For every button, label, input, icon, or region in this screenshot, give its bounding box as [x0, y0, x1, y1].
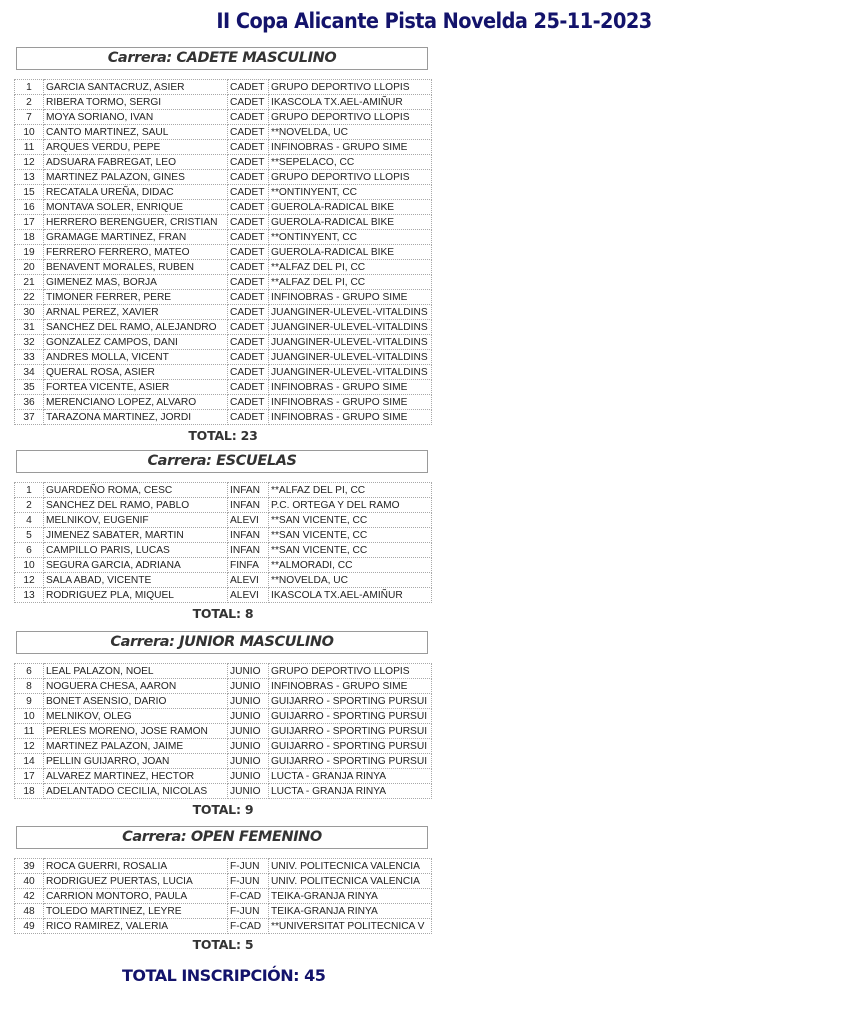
race-section-cadete-masculino	[14, 47, 434, 443]
entry-row	[15, 110, 432, 125]
category: JUNIO	[228, 709, 269, 724]
category: CADET	[228, 260, 269, 275]
rider-name: RICO RAMIREZ, VALERIA	[44, 919, 228, 934]
team-name: INFINOBRAS - GRUPO SIME	[269, 395, 432, 410]
bib-number: 6	[15, 664, 44, 679]
team-name: GUIJARRO - SPORTING PURSUI	[269, 694, 432, 709]
team-name: GUEROLA-RADICAL BIKE	[269, 245, 432, 260]
bib-number: 1	[15, 483, 44, 498]
rider-name: MERENCIANO LOPEZ, ALVARO	[44, 395, 228, 410]
category: FINFA	[228, 558, 269, 573]
bib-number: 13	[15, 170, 44, 185]
category: CADET	[228, 365, 269, 380]
rider-name: PELLIN GUIJARRO, JOAN	[44, 754, 228, 769]
bib-number: 42	[15, 889, 44, 904]
entry-row	[15, 185, 432, 200]
rider-name: MELNIKOV, EUGENIF	[44, 513, 228, 528]
entry-row	[15, 889, 432, 904]
entry-row	[15, 200, 432, 215]
rider-name: PERLES MORENO, JOSE RAMON	[44, 724, 228, 739]
rider-name: BENAVENT MORALES, RUBEN	[44, 260, 228, 275]
bib-number: 12	[15, 573, 44, 588]
category: F-CAD	[228, 919, 269, 934]
entry-row	[15, 513, 432, 528]
bib-number: 17	[15, 215, 44, 230]
team-name: **SAN VICENTE, CC	[269, 513, 432, 528]
category: ALEVI	[228, 588, 269, 603]
rider-name: SANCHEZ DEL RAMO, PABLO	[44, 498, 228, 513]
team-name: LUCTA - GRANJA RINYA	[269, 769, 432, 784]
entry-row	[15, 125, 432, 140]
bib-number: 20	[15, 260, 44, 275]
category: JUNIO	[228, 664, 269, 679]
team-name: GUIJARRO - SPORTING PURSUI	[269, 709, 432, 724]
category: CADET	[228, 140, 269, 155]
race-section-junior-masculino	[14, 631, 434, 817]
category: JUNIO	[228, 769, 269, 784]
category: INFAN	[228, 528, 269, 543]
entry-row	[15, 95, 432, 110]
bib-number: 7	[15, 110, 44, 125]
rider-name: MONTAVA SOLER, ENRIQUE	[44, 200, 228, 215]
category: CADET	[228, 95, 269, 110]
entry-row	[15, 588, 432, 603]
bib-number: 15	[15, 185, 44, 200]
entries-table	[14, 858, 432, 934]
bib-number: 18	[15, 230, 44, 245]
team-name: **ONTINYENT, CC	[269, 230, 432, 245]
entry-row	[15, 573, 432, 588]
race-header: Carrera: CADETE MASCULINO	[16, 47, 428, 70]
rider-name: ROCA GUERRI, ROSALIA	[44, 859, 228, 874]
bib-number: 2	[15, 95, 44, 110]
bib-number: 6	[15, 543, 44, 558]
category: CADET	[228, 80, 269, 95]
rider-name: QUERAL ROSA, ASIER	[44, 365, 228, 380]
bib-number: 31	[15, 320, 44, 335]
rider-name: ALVAREZ MARTINEZ, HECTOR	[44, 769, 228, 784]
team-name: **ALFAZ DEL PI, CC	[269, 260, 432, 275]
bib-number: 34	[15, 365, 44, 380]
team-name: GUIJARRO - SPORTING PURSUI	[269, 724, 432, 739]
bib-number: 33	[15, 350, 44, 365]
team-name: JUANGINER-ULEVEL-VITALDINS	[269, 335, 432, 350]
bib-number: 32	[15, 335, 44, 350]
category: ALEVI	[228, 573, 269, 588]
entry-row	[15, 380, 432, 395]
rider-name: FERRERO FERRERO, MATEO	[44, 245, 228, 260]
team-name: INFINOBRAS - GRUPO SIME	[269, 380, 432, 395]
team-name: LUCTA - GRANJA RINYA	[269, 784, 432, 799]
rider-name: TOLEDO MARTINEZ, LEYRE	[44, 904, 228, 919]
category: JUNIO	[228, 754, 269, 769]
category: CADET	[228, 215, 269, 230]
rider-name: CANTO MARTINEZ, SAUL	[44, 125, 228, 140]
rider-name: NOGUERA CHESA, AARON	[44, 679, 228, 694]
team-name: INFINOBRAS - GRUPO SIME	[269, 679, 432, 694]
bib-number: 40	[15, 874, 44, 889]
team-name: GRUPO DEPORTIVO LLOPIS	[269, 80, 432, 95]
bib-number: 36	[15, 395, 44, 410]
category: CADET	[228, 230, 269, 245]
category: F-JUN	[228, 874, 269, 889]
bib-number: 8	[15, 679, 44, 694]
bib-number: 49	[15, 919, 44, 934]
entry-row	[15, 305, 432, 320]
team-name: GUIJARRO - SPORTING PURSUI	[269, 739, 432, 754]
bib-number: 19	[15, 245, 44, 260]
category: CADET	[228, 200, 269, 215]
entries-table	[14, 79, 432, 425]
rider-name: ANDRES MOLLA, VICENT	[44, 350, 228, 365]
category: CADET	[228, 275, 269, 290]
category: JUNIO	[228, 679, 269, 694]
category: CADET	[228, 305, 269, 320]
entry-row	[15, 724, 432, 739]
document-title: II Copa Alicante Pista Novelda 25-11-2023	[216, 9, 652, 33]
entry-row	[15, 528, 432, 543]
team-name: **UNIVERSITAT POLITECNICA V	[269, 919, 432, 934]
team-name: IKASCOLA TX.AEL-AMIÑUR	[269, 588, 432, 603]
team-name: **ALMORADI, CC	[269, 558, 432, 573]
entry-row	[15, 170, 432, 185]
entry-row	[15, 80, 432, 95]
team-name: **ALFAZ DEL PI, CC	[269, 275, 432, 290]
category: F-JUN	[228, 904, 269, 919]
team-name: INFINOBRAS - GRUPO SIME	[269, 290, 432, 305]
team-name: **NOVELDA, UC	[269, 573, 432, 588]
entries-table	[14, 663, 432, 799]
category: CADET	[228, 110, 269, 125]
category: CADET	[228, 320, 269, 335]
team-name: JUANGINER-ULEVEL-VITALDINS	[269, 320, 432, 335]
bib-number: 10	[15, 558, 44, 573]
entry-row	[15, 709, 432, 724]
category: INFAN	[228, 498, 269, 513]
rider-name: RODRIGUEZ PUERTAS, LUCIA	[44, 874, 228, 889]
rider-name: SALA ABAD, VICENTE	[44, 573, 228, 588]
team-name: TEIKA-GRANJA RINYA	[269, 904, 432, 919]
category: JUNIO	[228, 784, 269, 799]
entry-row	[15, 215, 432, 230]
bib-number: 22	[15, 290, 44, 305]
team-name: **ONTINYENT, CC	[269, 185, 432, 200]
team-name: INFINOBRAS - GRUPO SIME	[269, 140, 432, 155]
rider-name: MELNIKOV, OLEG	[44, 709, 228, 724]
race-total: TOTAL: 9	[192, 802, 254, 817]
bib-number: 37	[15, 410, 44, 425]
entry-row	[15, 365, 432, 380]
category: CADET	[228, 380, 269, 395]
entry-row	[15, 335, 432, 350]
entry-row	[15, 784, 432, 799]
grand-total: TOTAL INSCRIPCIÓN: 45	[122, 966, 326, 985]
entry-row	[15, 558, 432, 573]
category: F-CAD	[228, 889, 269, 904]
category: CADET	[228, 185, 269, 200]
rider-name: TIMONER FERRER, PERE	[44, 290, 228, 305]
rider-name: SEGURA GARCIA, ADRIANA	[44, 558, 228, 573]
team-name: JUANGINER-ULEVEL-VITALDINS	[269, 350, 432, 365]
race-section-open-femenino	[14, 826, 434, 952]
category: CADET	[228, 155, 269, 170]
entry-row	[15, 230, 432, 245]
bib-number: 10	[15, 125, 44, 140]
category: JUNIO	[228, 739, 269, 754]
race-total: TOTAL: 23	[188, 428, 258, 443]
team-name: **SAN VICENTE, CC	[269, 528, 432, 543]
team-name: GRUPO DEPORTIVO LLOPIS	[269, 664, 432, 679]
rider-name: SANCHEZ DEL RAMO, ALEJANDRO	[44, 320, 228, 335]
category: CADET	[228, 335, 269, 350]
bib-number: 11	[15, 140, 44, 155]
rider-name: ADELANTADO CECILIA, NICOLAS	[44, 784, 228, 799]
team-name: IKASCOLA TX.AEL-AMIÑUR	[269, 95, 432, 110]
rider-name: RIBERA TORMO, SERGI	[44, 95, 228, 110]
bib-number: 5	[15, 528, 44, 543]
rider-name: ADSUARA FABREGAT, LEO	[44, 155, 228, 170]
team-name: GRUPO DEPORTIVO LLOPIS	[269, 170, 432, 185]
team-name: JUANGINER-ULEVEL-VITALDINS	[269, 305, 432, 320]
bib-number: 21	[15, 275, 44, 290]
entry-row	[15, 543, 432, 558]
entry-row	[15, 754, 432, 769]
category: CADET	[228, 125, 269, 140]
category: CADET	[228, 395, 269, 410]
team-name: UNIV. POLITECNICA VALENCIA	[269, 874, 432, 889]
rider-name: GIMENEZ MAS, BORJA	[44, 275, 228, 290]
bib-number: 13	[15, 588, 44, 603]
rider-name: RODRIGUEZ PLA, MIQUEL	[44, 588, 228, 603]
team-name: P.C. ORTEGA Y DEL RAMO	[269, 498, 432, 513]
category: F-JUN	[228, 859, 269, 874]
rider-name: ARNAL PEREZ, XAVIER	[44, 305, 228, 320]
entry-row	[15, 140, 432, 155]
category: CADET	[228, 245, 269, 260]
rider-name: GUARDEÑO ROMA, CESC	[44, 483, 228, 498]
category: JUNIO	[228, 724, 269, 739]
race-header: Carrera: ESCUELAS	[16, 450, 428, 473]
rider-name: GARCIA SANTACRUZ, ASIER	[44, 80, 228, 95]
entries-table	[14, 482, 432, 603]
entry-row	[15, 483, 432, 498]
bib-number: 35	[15, 380, 44, 395]
team-name: **SEPELACO, CC	[269, 155, 432, 170]
entry-row	[15, 410, 432, 425]
entry-row	[15, 904, 432, 919]
race-section-escuelas	[14, 450, 434, 621]
entry-row	[15, 290, 432, 305]
rider-name: ARQUES VERDU, PEPE	[44, 140, 228, 155]
rider-name: RECATALA UREÑA, DIDAC	[44, 185, 228, 200]
entry-row	[15, 919, 432, 934]
entry-row	[15, 260, 432, 275]
entry-row	[15, 664, 432, 679]
entry-row	[15, 769, 432, 784]
rider-name: LEAL PALAZON, NOEL	[44, 664, 228, 679]
team-name: GRUPO DEPORTIVO LLOPIS	[269, 110, 432, 125]
rider-name: MARTINEZ PALAZON, JAIME	[44, 739, 228, 754]
bib-number: 12	[15, 739, 44, 754]
category: JUNIO	[228, 694, 269, 709]
team-name: **NOVELDA, UC	[269, 125, 432, 140]
entry-row	[15, 275, 432, 290]
entry-row	[15, 498, 432, 513]
bib-number: 12	[15, 155, 44, 170]
entry-row	[15, 694, 432, 709]
category: ALEVI	[228, 513, 269, 528]
category: INFAN	[228, 483, 269, 498]
rider-name: FORTEA VICENTE, ASIER	[44, 380, 228, 395]
bib-number: 14	[15, 754, 44, 769]
entry-row	[15, 155, 432, 170]
category: CADET	[228, 170, 269, 185]
team-name: JUANGINER-ULEVEL-VITALDINS	[269, 365, 432, 380]
bib-number: 10	[15, 709, 44, 724]
bib-number: 9	[15, 694, 44, 709]
bib-number: 2	[15, 498, 44, 513]
team-name: GUEROLA-RADICAL BIKE	[269, 215, 432, 230]
race-header: Carrera: JUNIOR MASCULINO	[16, 631, 428, 654]
category: CADET	[228, 290, 269, 305]
rider-name: CAMPILLO PARIS, LUCAS	[44, 543, 228, 558]
race-total: TOTAL: 8	[192, 606, 254, 621]
bib-number: 39	[15, 859, 44, 874]
rider-name: GONZALEZ CAMPOS, DANI	[44, 335, 228, 350]
team-name: GUEROLA-RADICAL BIKE	[269, 200, 432, 215]
rider-name: MOYA SORIANO, IVAN	[44, 110, 228, 125]
rider-name: GRAMAGE MARTINEZ, FRAN	[44, 230, 228, 245]
race-total: TOTAL: 5	[192, 937, 254, 952]
category: INFAN	[228, 543, 269, 558]
entry-row	[15, 679, 432, 694]
team-name: **SAN VICENTE, CC	[269, 543, 432, 558]
rider-name: JIMENEZ SABATER, MARTIN	[44, 528, 228, 543]
entry-row	[15, 320, 432, 335]
team-name: UNIV. POLITECNICA VALENCIA	[269, 859, 432, 874]
race-header: Carrera: OPEN FEMENINO	[16, 826, 428, 849]
team-name: **ALFAZ DEL PI, CC	[269, 483, 432, 498]
rider-name: CARRION MONTORO, PAULA	[44, 889, 228, 904]
entry-row	[15, 859, 432, 874]
entry-row	[15, 395, 432, 410]
team-name: GUIJARRO - SPORTING PURSUI	[269, 754, 432, 769]
entry-row	[15, 245, 432, 260]
category: CADET	[228, 350, 269, 365]
category: CADET	[228, 410, 269, 425]
team-name: INFINOBRAS - GRUPO SIME	[269, 410, 432, 425]
entry-row	[15, 350, 432, 365]
bib-number: 30	[15, 305, 44, 320]
entry-row	[15, 874, 432, 889]
rider-name: BONET ASENSIO, DARIO	[44, 694, 228, 709]
team-name: TEIKA-GRANJA RINYA	[269, 889, 432, 904]
bib-number: 4	[15, 513, 44, 528]
bib-number: 48	[15, 904, 44, 919]
bib-number: 1	[15, 80, 44, 95]
bib-number: 17	[15, 769, 44, 784]
rider-name: TARAZONA MARTINEZ, JORDI	[44, 410, 228, 425]
rider-name: HERRERO BERENGUER, CRISTIAN	[44, 215, 228, 230]
bib-number: 11	[15, 724, 44, 739]
bib-number: 18	[15, 784, 44, 799]
entry-row	[15, 739, 432, 754]
rider-name: MARTINEZ PALAZON, GINES	[44, 170, 228, 185]
bib-number: 16	[15, 200, 44, 215]
